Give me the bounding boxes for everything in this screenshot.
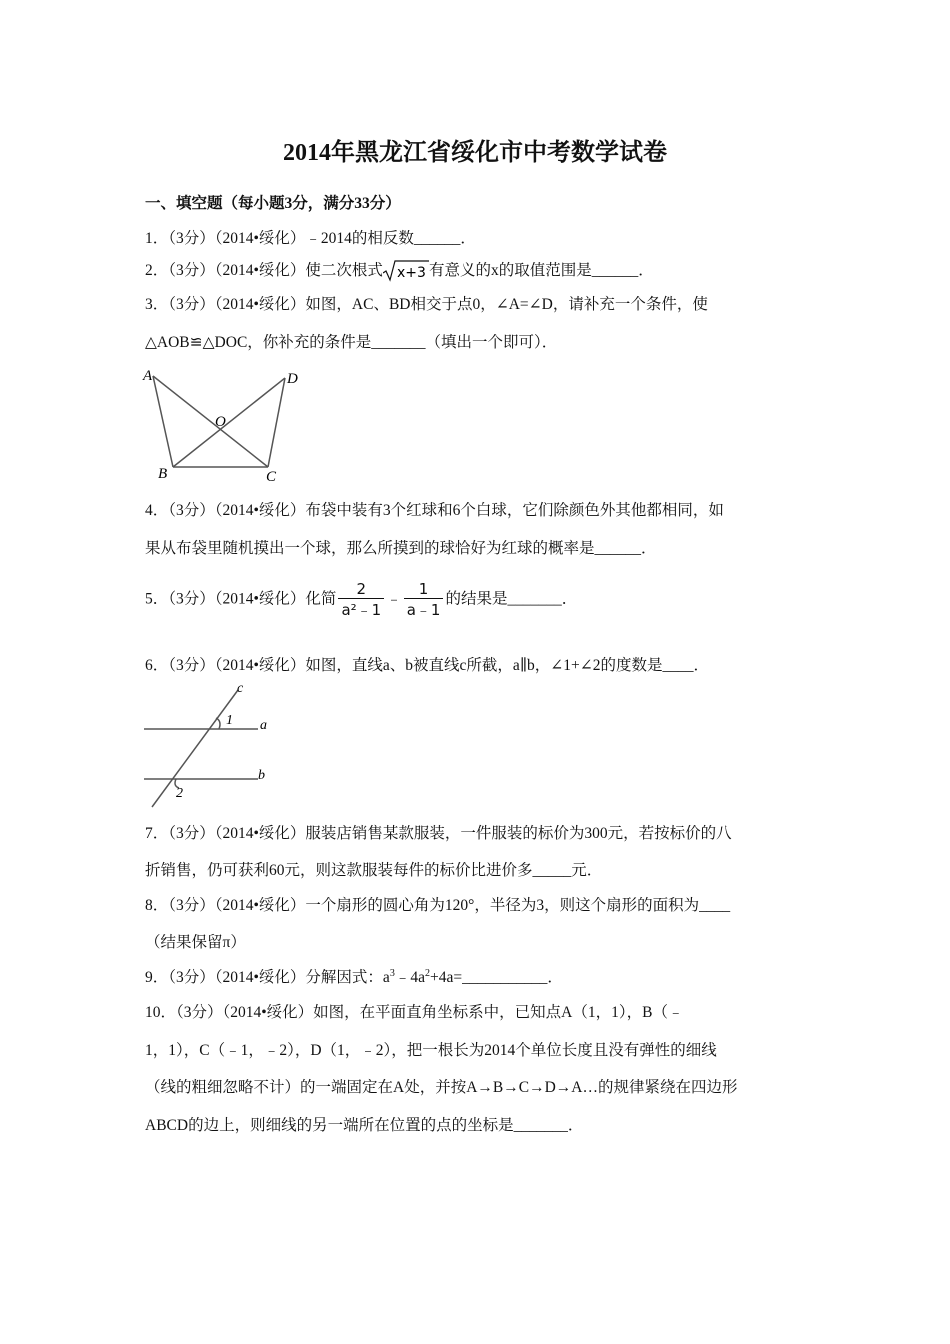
question-5 — [145, 580, 577, 620]
question-8-line-1: 8．（3分）（2014•绥化）一个扇形的圆心角为120°，半径为3，则这个扇形的面积为____ — [145, 897, 731, 914]
question-7-line-1: 7．（3分）（2014•绥化）服装店销售某款服装，一件服装的标价为300元，若按标价的八 — [145, 825, 732, 842]
question-10-line-1: 10．（3分）（2014•绥化）如图，在平面直角坐标系中，已知点A（1，1），B（﹣ — [145, 1004, 684, 1021]
question-9: 9．（3分）（2014•绥化）分解因式：$a^3﹣4a^2+4a=\_\_\_\_\_\_\_\_\_\_\_$． — [145, 967, 563, 986]
question-1: 1．（3分）（2014•绥化）﹣2014的相反数______． — [145, 230, 476, 247]
question-4-line-1: 4．（3分）（2014•绥化）布袋中装有3个红球和6个白球，它们除颜色外其他都相同，如 — [145, 502, 724, 519]
question-2 — [145, 258, 654, 282]
figure-parallel-lines — [140, 680, 280, 810]
label-O: O — [215, 414, 226, 430]
q5-prefix: 5．（3分）（2014•绥化）化简 — [145, 590, 337, 608]
fraction-2: $\frac{1}{a﹣1}$ — [404, 580, 444, 620]
q2-suffix: 有意义的x的取值范围是______． — [428, 262, 654, 279]
label-A: A — [143, 368, 153, 384]
question-7-line-2: 折销售，仍可获利60元，则这款服装每件的标价比进价多_____元． — [145, 862, 603, 879]
label-a: a — [260, 718, 267, 733]
question-3-line-2: △AOB≌△DOC，你补充的条件是_______（填出一个即可）． — [145, 334, 558, 351]
q5-suffix: 的结果是_______． — [445, 590, 578, 608]
radicand: x+3 — [396, 265, 426, 282]
question-10-line-4: ABCD的边上，则细线的另一端所在位置的点的坐标是_______． — [145, 1117, 584, 1134]
label-D: D — [287, 371, 298, 387]
q2-prefix: 2．（3分）（2014•绥化）使二次根式 — [145, 262, 383, 279]
question-4-line-2: 果从布袋里随机摸出一个球，那么所摸到的球恰好为红球的概率是______． — [145, 540, 657, 557]
question-10-line-2: 1，1），C（﹣1，﹣2），D（1，﹣2），把一根长为2014个单位长度且没有弹性的细线 — [145, 1042, 717, 1059]
sqrt-expression — [383, 260, 429, 282]
label-2: 2 — [176, 786, 183, 801]
question-8-line-2: （结果保留π） — [145, 934, 246, 951]
label-b: b — [258, 768, 265, 783]
question-6: 6．（3分）（2014•绥化）如图，直线a、b被直线c所截，a∥b，∠1+∠2的度数是____． — [145, 657, 709, 674]
minus-sign: ﹣ — [386, 590, 402, 608]
question-10-line-3: （线的粗细忽略不计）的一端固定在A处，并按A→B→C→D→A…的规律紧绕在四边形 — [145, 1079, 738, 1096]
label-1: 1 — [226, 713, 233, 728]
figure-triangles — [140, 364, 310, 486]
label-B: B — [158, 466, 168, 482]
question-3-line-1: 3．（3分）（2014•绥化）如图，AC、BD相交于点0，∠A=∠D，请补充一个条件，使 — [145, 296, 708, 313]
label-C: C — [266, 469, 277, 485]
label-c: c — [237, 681, 244, 696]
fraction-1: $\frac{2}{\text{a²﹣1}}$ — [338, 580, 384, 620]
page-title: 2014年黑龙江省绥化市中考数学试卷 — [283, 140, 667, 166]
section-heading: 一、填空题（每小题3分，满分33分） — [145, 195, 401, 212]
